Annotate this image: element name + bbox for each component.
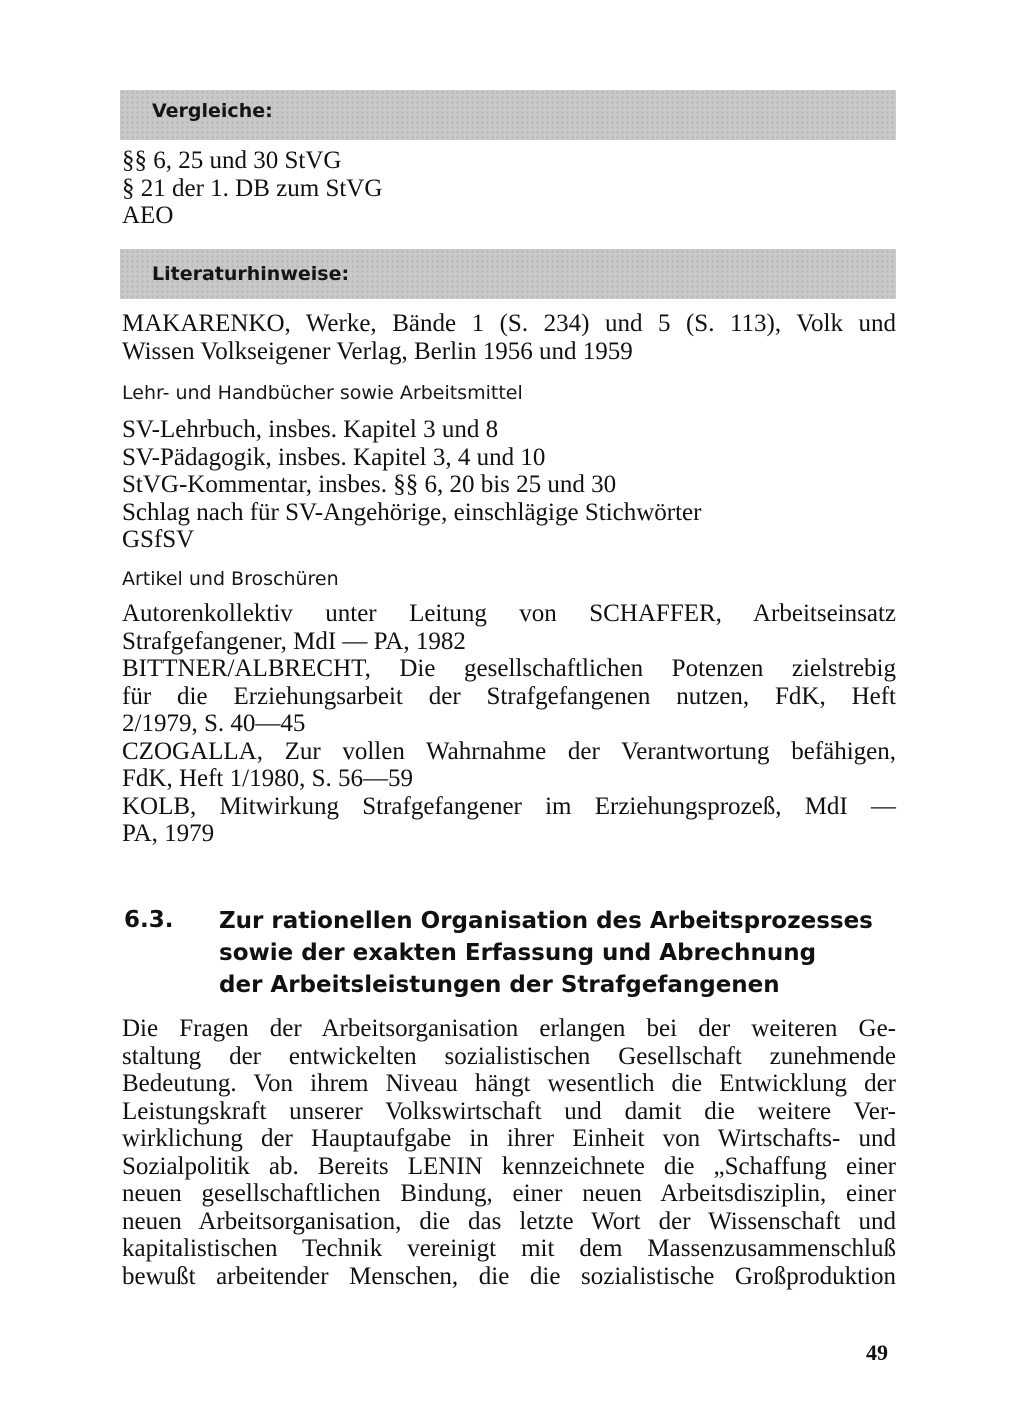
textbooks-heading: Lehr- und Handbücher sowie Arbeitsmittel [122,382,523,404]
list-item: Autorenkollektiv unter Leitung von SCHAFFER, Arbeitseinsatz [122,600,896,627]
list-item: PA, 1979 [122,820,215,847]
makarenko-reference [122,310,896,365]
paragraph-line: staltung der entwickelten sozialistischen Gesellschaft zunehmende [122,1042,896,1070]
literature-heading-bar [120,249,896,299]
compare-heading-bar [120,90,896,140]
list-item: 2/1979, S. 40—45 [122,710,306,737]
page-number: 49 [866,1340,888,1365]
section-number: 6.3. [124,907,174,933]
list-item: Schlag nach für SV-Angehörige, einschlägige Stichwörter [122,498,702,526]
list-item: für die Erziehungsarbeit der Strafgefangenen nutzen, FdK, Heft [122,682,896,710]
articles-heading: Artikel und Broschüren [122,568,339,590]
section-title-line: sowie der exakten Erfassung und Abrechnung [219,940,817,966]
literature-heading: Literaturhinweise: [152,263,350,285]
reference-line: MAKARENKO, Werke, Bände 1 (S. 234) und 5 (S. 113), Volk und [122,310,896,337]
paragraph-line: bewußt arbeitender Menschen, die die sozialistische Großproduktion [122,1262,896,1290]
list-item: StVG-Kommentar, insbes. §§ 6, 20 bis 25 und 30 [122,471,617,498]
body-paragraph [122,1015,896,1290]
section-title-line: der Arbeitsleistungen der Strafgefangenen [219,972,780,998]
paragraph-line: neuen Arbeitsorganisation, die das letzte Wort der Wissenschaft und [122,1207,896,1235]
reference-line: AEO [122,202,174,229]
list-item: KOLB, Mitwirkung Strafgefangener im Erziehungsprozeß, MdI — [122,792,896,820]
list-item: CZOGALLA, Zur vollen Wahrnahme der Verantwortung befähigen, [122,737,896,765]
textbooks-list [122,416,896,554]
paragraph-line: Die Fragen der Arbeitsorganisation erlangen bei der weiteren Ge- [122,1015,896,1042]
reference-line: Wissen Volkseigener Verlag, Berlin 1956 und 1959 [122,337,633,365]
section-title [219,905,879,1001]
list-item: BITTNER/ALBRECHT, Die gesellschaftlichen Potenzen zielstrebig [122,655,896,682]
compare-heading: Vergleiche: [152,100,273,122]
paragraph-line: wirklichung der Hauptaufgabe in ihrer Einheit von Wirtschafts- und [122,1125,896,1152]
list-item: SV-Pädagogik, insbes. Kapitel 3, 4 und 10 [122,443,546,471]
paragraph-line: kapitalistischen Technik vereinigt mit dem Massenzusammenschluß [122,1235,896,1262]
list-item: FdK, Heft 1/1980, S. 56—59 [122,765,413,792]
list-item: GSfSV [122,526,195,553]
paragraph-line: Sozialpolitik ab. Bereits LENIN kennzeichnete die „Schaffung einer [122,1152,896,1180]
list-item: SV-Lehrbuch, insbes. Kapitel 3 und 8 [122,416,499,443]
reference-line: §§ 6, 25 und 30 StVG [122,147,342,174]
articles-list [122,600,896,848]
section-title-line: Zur rationellen Organisation des Arbeitsprozesses [219,908,873,934]
list-item: Strafgefangener, MdI — PA, 1982 [122,627,466,655]
reference-line: § 21 der 1. DB zum StVG [122,174,383,202]
compare-references [122,147,896,230]
paragraph-line: neuen gesellschaftlichen Bindung, einer neuen Arbeitsdisziplin, einer [122,1180,896,1207]
paragraph-line: Leistungskraft unserer Volkswirtschaft und damit die weitere Ver- [122,1097,896,1125]
paragraph-line: Bedeutung. Von ihrem Niveau hängt wesentlich die Entwicklung der [122,1070,896,1097]
